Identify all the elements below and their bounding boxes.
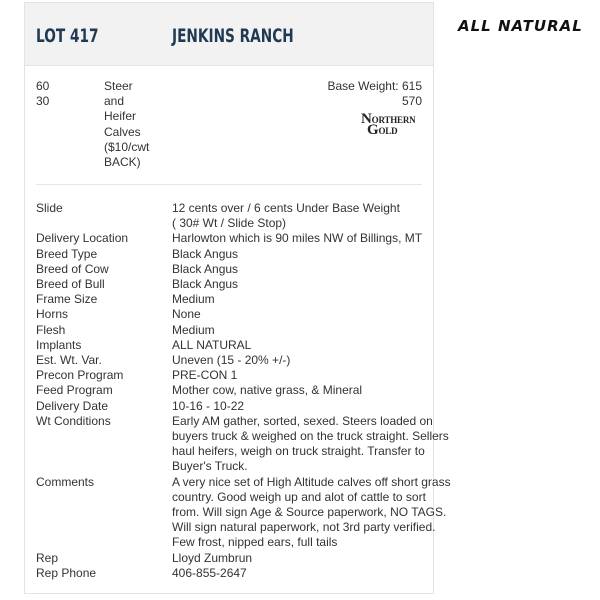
detail-label: Est. Wt. Var. <box>36 353 102 368</box>
detail-row <box>25 201 433 231</box>
detail-value-line: Medium <box>172 292 215 307</box>
base-weight-steers: Base Weight: 615 <box>327 79 422 93</box>
detail-value <box>172 368 424 383</box>
detail-row <box>25 566 433 581</box>
description-line: Calves <box>104 124 141 139</box>
detail-value-line: haul heifers, weigh on truck straight. Transfer to <box>172 444 425 459</box>
detail-label: Breed of Cow <box>36 261 109 276</box>
detail-value <box>172 551 424 566</box>
detail-value-line: Lloyd Zumbrun <box>172 550 253 565</box>
detail-value-line: Black Angus <box>172 246 239 261</box>
description-line: ($10/cwt <box>104 139 150 154</box>
detail-row <box>25 292 433 307</box>
detail-label: Rep Phone <box>36 565 97 580</box>
detail-label: Breed of Bull <box>36 277 105 292</box>
detail-value-line: Mother cow, native grass, & Mineral <box>172 383 363 398</box>
detail-label: Precon Program <box>36 368 124 383</box>
all-natural-banner: ALL NATURAL <box>458 17 583 35</box>
detail-value-line: Black Angus <box>172 261 239 276</box>
detail-value <box>172 292 424 307</box>
detail-value-line: A very nice set of High Altitude calves off short grass <box>172 474 451 489</box>
head-count-heifers: 30 <box>36 94 50 108</box>
detail-value <box>172 353 424 368</box>
detail-label: Horns <box>36 307 69 322</box>
detail-value-line: Buyer's Truck. <box>172 459 248 474</box>
detail-value-line: Harlowton which is 90 miles NW of Billings, MT <box>172 231 423 246</box>
detail-value <box>172 201 424 231</box>
detail-label: Flesh <box>36 322 66 337</box>
base-weight-heifers: 570 <box>401 94 422 108</box>
detail-label: Breed Type <box>36 246 98 261</box>
detail-label: Feed Program <box>36 383 113 398</box>
detail-row <box>25 368 433 383</box>
detail-label: Delivery Date <box>36 398 109 413</box>
detail-row <box>25 338 433 353</box>
lot-number: LOT 417 <box>36 25 99 47</box>
lot-summary <box>25 66 433 186</box>
detail-value <box>172 307 424 322</box>
logo-text: OLD <box>378 126 398 136</box>
detail-row <box>25 551 433 566</box>
detail-row <box>25 247 433 262</box>
detail-value-line: Medium <box>172 322 215 337</box>
detail-row <box>25 399 433 414</box>
detail-row <box>25 307 433 322</box>
description-line: BACK) <box>104 155 141 170</box>
detail-value <box>172 231 424 246</box>
detail-label: Rep <box>36 550 59 565</box>
detail-value-line: 12 cents over / 6 cents Under Base Weight <box>172 201 400 215</box>
lot-description <box>104 79 149 170</box>
lot-details <box>25 201 451 581</box>
detail-row <box>25 353 433 368</box>
detail-value <box>172 399 424 414</box>
section-divider <box>36 184 422 185</box>
detail-value-line: Black Angus <box>172 277 239 292</box>
detail-row <box>25 262 433 277</box>
detail-value-line: PRE-CON 1 <box>172 368 238 383</box>
detail-value <box>172 338 424 353</box>
detail-label: Comments <box>36 474 95 489</box>
detail-value-line: None <box>172 307 201 322</box>
detail-row <box>25 277 433 292</box>
detail-value <box>172 383 424 398</box>
detail-value-line: from. Will sign Age & Source paperwork, NO TAGS. <box>172 505 447 520</box>
detail-row <box>25 413 449 475</box>
detail-value-line: country. Good weigh up and alot of cattle to sort <box>172 489 426 504</box>
detail-label: Delivery Location <box>36 231 129 246</box>
detail-value-line: buyers truck & weighed on the truck straight. Sellers <box>172 429 449 444</box>
detail-value <box>172 413 449 475</box>
detail-value-line: Will sign natural paperwork, not 3rd party verified. <box>172 520 436 535</box>
logo-text: ORTHERN <box>371 115 416 125</box>
description-line: and <box>104 94 125 109</box>
detail-row <box>25 231 433 246</box>
detail-row <box>25 383 433 398</box>
description-line: Steer <box>104 79 133 93</box>
description-line: Heifer <box>104 109 137 124</box>
head-count-steers: 60 <box>36 79 50 93</box>
detail-label: Frame Size <box>36 292 98 307</box>
detail-value <box>172 262 424 277</box>
detail-value-line: Early AM gather, sorted, sexed. Steers loaded on <box>172 413 433 428</box>
detail-value <box>172 247 424 262</box>
detail-value-line: Few frost, nipped ears, full tails <box>172 535 338 550</box>
detail-value <box>172 277 424 292</box>
detail-value <box>172 323 424 338</box>
logo-letter: G <box>367 122 379 138</box>
detail-value-line: Uneven (15 - 20% +/-) <box>172 353 291 368</box>
detail-value-line: ALL NATURAL <box>172 337 252 352</box>
detail-label: Implants <box>36 337 82 352</box>
logo-letter: N <box>361 111 372 127</box>
lot-header <box>25 3 433 66</box>
detail-value-line: 406-855-2647 <box>172 565 247 580</box>
detail-label: Slide <box>36 201 63 215</box>
ranch-name: JENKINS RANCH <box>172 25 294 47</box>
detail-value <box>172 566 424 581</box>
detail-row <box>25 323 433 338</box>
detail-value-line: ( 30# Wt / Slide Stop) <box>172 216 287 231</box>
detail-value <box>172 474 451 551</box>
northern-gold-logo <box>361 111 425 138</box>
lot-card <box>24 2 451 594</box>
detail-value-line: 10-16 - 10-22 <box>172 398 245 413</box>
detail-row <box>25 474 451 551</box>
detail-label: Wt Conditions <box>36 413 111 428</box>
